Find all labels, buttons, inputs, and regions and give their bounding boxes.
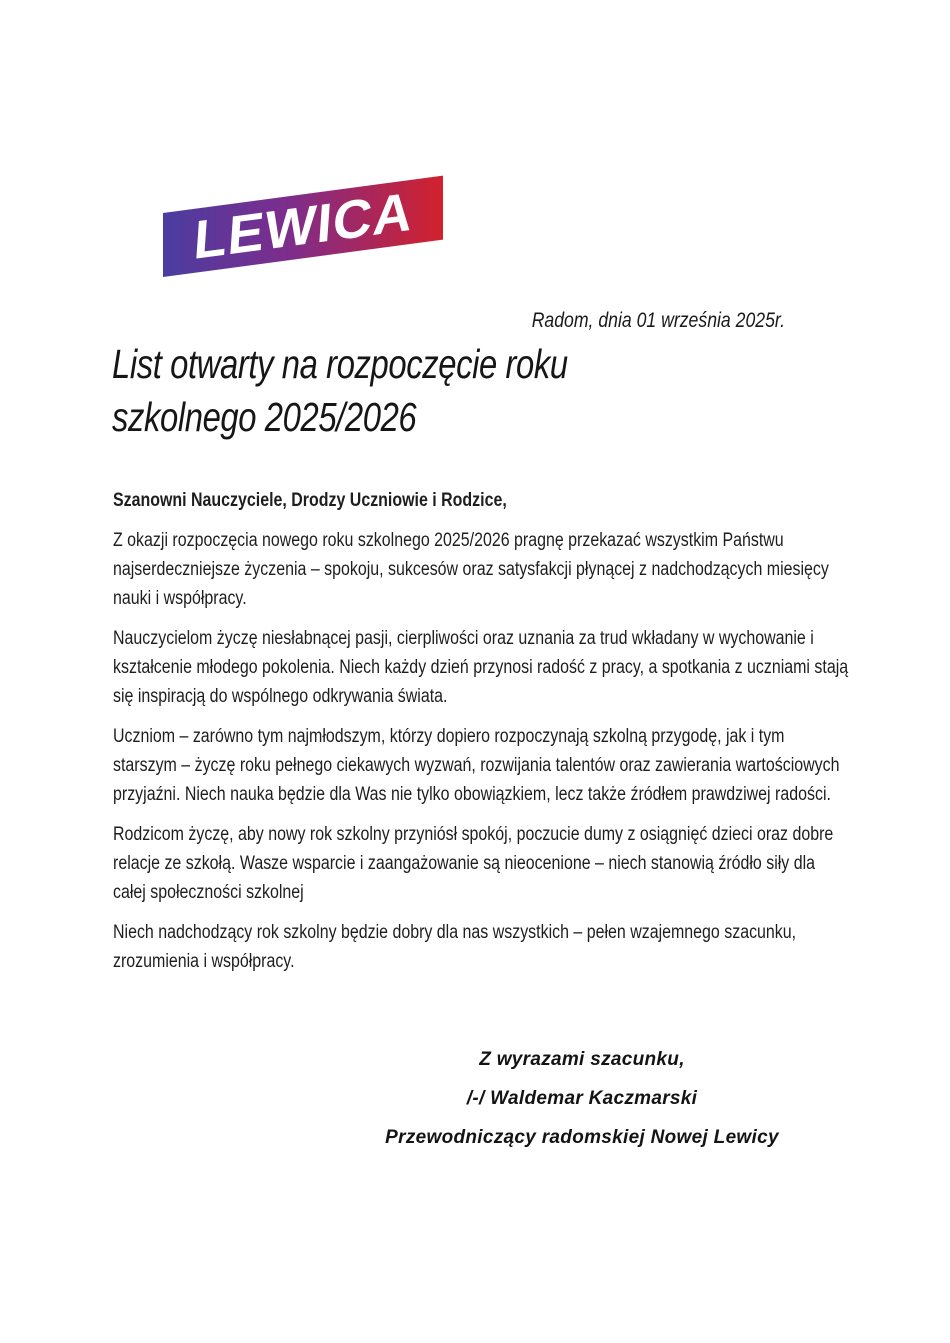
salutation: Szanowni Nauczyciele, Drodzy Uczniowie i Rodzice, <box>113 490 507 511</box>
signature-block <box>232 1040 932 1157</box>
signature-name: /-/ Waldemar Kaczmarski <box>466 1088 698 1109</box>
paragraph-1: Z okazji rozpoczęcia nowego roku szkolnego 2025/2026 pragnę przekazać wszystkim Państwu najserdeczniejsze życzenia – spokoju, sukcesów oraz satysfakcji płynącej z nadchodzących miesięcy nauki i współpracy. <box>113 530 829 609</box>
signature-closing: Z wyrazami szacunku, <box>479 1049 685 1070</box>
paragraph-2: Nauczycielom życzę niesłabnącej pasji, cierpliwości oraz uznania za trud wkładany w wychowanie i kształcenie młodego pokolenia. Niech każdy dzień przynosi radość z pracy, a spotkania z uczniami stają się inspiracją do wspólnego odkrywania świata. <box>113 628 849 707</box>
paragraph-3: Uczniom – zarówno tym najmłodszym, którzy dopiero rozpoczynają szkolną przygodę, jak i tym starszym – życzę roku pełnego ciekawych wyzwań, rozwijania talentów oraz zawierania wartościowych przyjaźni. Niech nauka będzie dla Was nie tylko obowiązkiem, lecz także źródłem prawdziwej radości. <box>113 726 840 805</box>
letter-title: List otwarty na rozpoczęcie roku szkolnego 2025/2026 <box>112 341 568 440</box>
lewica-logo <box>163 176 443 277</box>
paragraph-4: Rodzicom życzę, aby nowy rok szkolny przyniósł spokój, poczucie dumy z osiągnięć dzieci oraz dobre relacje ze szkołą. Wasze wsparcie i zaangażowanie są nieocenione – niech stanowią źródło siły dla całej społeczności szkolnej <box>113 824 834 903</box>
letter-body <box>113 486 852 987</box>
lewica-logo-text: LEWICA <box>191 181 415 272</box>
signature-role: Przewodniczący radomskiej Nowej Lewicy <box>385 1127 779 1148</box>
date-line: Radom, dnia 01 września 2025r. <box>531 309 785 332</box>
paragraph-5: Niech nadchodzący rok szkolny będzie dobry dla nas wszystkich – pełen wzajemnego szacunku, zrozumienia i współpracy. <box>113 922 797 972</box>
